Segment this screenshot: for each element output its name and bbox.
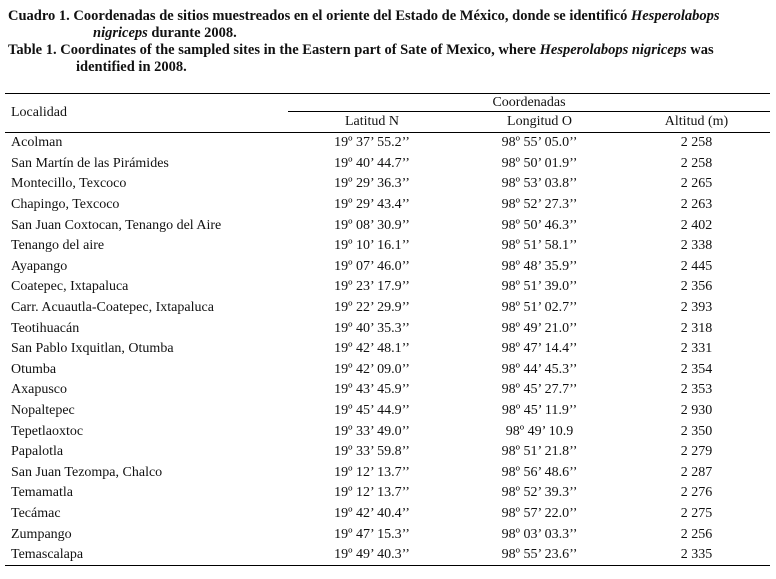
cell-longitud: 98º 55’ 05.0’’ <box>501 135 578 151</box>
cell-longitud: 98º 03’ 03.3’’ <box>501 526 578 542</box>
table-row <box>5 318 770 339</box>
cell-altitud: 2 356 <box>680 279 713 295</box>
cell-localidad: San Pablo Ixquitlan, Otumba <box>11 341 174 357</box>
species-name: nigriceps <box>93 25 148 41</box>
cell-altitud: 2 287 <box>680 464 713 480</box>
caption-english-line-1: Table 1. Coordinates of the sampled sites in the Eastern part of Sate of Mexico, where Hesperolabops nigriceps was <box>8 42 714 58</box>
cell-longitud: 98º 52’ 27.3’’ <box>501 197 578 213</box>
cell-altitud: 2 331 <box>680 341 713 357</box>
cell-longitud: 98º 55’ 23.6’’ <box>501 547 578 563</box>
cell-latitud: 19º 43’ 45.9’’ <box>334 382 410 398</box>
cell-latitud: 19º 42’ 09.0’’ <box>334 361 410 377</box>
cell-altitud: 2 445 <box>680 258 713 274</box>
cell-longitud: 98º 57’ 22.0’’ <box>501 505 578 521</box>
table-row <box>5 236 770 257</box>
cell-latitud: 19º 22’ 29.9’’ <box>334 300 410 316</box>
table-row <box>5 504 770 525</box>
header-altitud: Altitud (m) <box>664 114 729 129</box>
cell-localidad: Montecillo, Texcoco <box>11 176 127 192</box>
cell-latitud: 19º 40’ 35.3’’ <box>334 320 410 336</box>
cell-latitud: 19º 29’ 43.4’’ <box>334 197 410 213</box>
cell-latitud: 19º 23’ 17.9’’ <box>334 279 410 295</box>
cell-longitud: 98º 48’ 35.9’’ <box>501 258 578 274</box>
cell-altitud: 2 338 <box>680 238 713 254</box>
cell-localidad: Tecámac <box>11 505 61 521</box>
species-name: Hesperolabops nigriceps <box>539 42 687 58</box>
cell-altitud: 2 276 <box>680 485 713 501</box>
table-row <box>5 442 770 463</box>
header-latitud: Latitud N <box>344 114 400 129</box>
cell-longitud: 98º 51’ 02.7’’ <box>501 300 578 316</box>
cell-longitud: 98º 44’ 45.3’’ <box>501 361 578 377</box>
cell-longitud: 98º 50’ 01.9’’ <box>501 155 578 171</box>
cell-localidad: Coatepec, Ixtapaluca <box>11 279 129 295</box>
cell-localidad: Nopaltepec <box>11 403 75 419</box>
table-row <box>5 298 770 319</box>
cell-longitud: 98º 50’ 46.3’’ <box>501 217 578 233</box>
cell-localidad: Teotihuacán <box>11 320 80 336</box>
table-row <box>5 401 770 422</box>
cell-latitud: 19º 10’ 16.1’’ <box>334 238 410 254</box>
cell-altitud: 2 335 <box>680 547 713 563</box>
table-row <box>5 524 770 545</box>
cell-longitud: 98º 49’ 10.9 <box>505 423 574 439</box>
cell-longitud: 98º 51’ 39.0’’ <box>501 279 578 295</box>
cell-altitud: 2 279 <box>680 444 713 460</box>
header-longitud: Longitud O <box>507 114 572 129</box>
cell-localidad: Temascalapa <box>11 547 84 563</box>
cell-latitud: 19º 37’ 55.2’’ <box>334 135 410 151</box>
cell-localidad: Acolman <box>11 135 63 151</box>
cell-longitud: 98º 47’ 14.4’’ <box>501 341 578 357</box>
cell-altitud: 2 930 <box>680 403 713 419</box>
cell-altitud: 2 354 <box>680 361 713 377</box>
table-row <box>5 277 770 298</box>
table-header <box>5 94 770 134</box>
cell-localidad: Axapusco <box>11 382 67 398</box>
table-body <box>5 133 770 566</box>
table-row <box>5 380 770 401</box>
coordinates-table <box>5 93 770 566</box>
table-row <box>5 215 770 236</box>
table-row <box>5 257 770 278</box>
cell-altitud: 2 256 <box>680 526 713 542</box>
cell-altitud: 2 263 <box>680 197 713 213</box>
cell-latitud: 19º 29’ 36.3’’ <box>334 176 410 192</box>
cell-latitud: 19º 12’ 13.7’’ <box>334 485 410 501</box>
cell-altitud: 2 353 <box>680 382 713 398</box>
cell-localidad: Tepetlaoxtoc <box>11 423 84 439</box>
cell-localidad: Tenango del aire <box>11 238 105 254</box>
cell-latitud: 19º 42’ 40.4’’ <box>334 505 410 521</box>
cell-longitud: 98º 51’ 58.1’’ <box>501 238 578 254</box>
cell-longitud: 98º 45’ 11.9’’ <box>501 403 578 419</box>
cell-altitud: 2 275 <box>680 505 713 521</box>
cell-longitud: 98º 56’ 48.6’’ <box>501 464 578 480</box>
header-localidad: Localidad <box>11 105 67 120</box>
cell-localidad: Otumba <box>11 361 57 377</box>
table-row <box>5 421 770 442</box>
cell-longitud: 98º 51’ 21.8’’ <box>501 444 578 460</box>
cell-altitud: 2 318 <box>680 320 713 336</box>
cell-longitud: 98º 53’ 03.8’’ <box>501 176 578 192</box>
cell-latitud: 19º 33’ 59.8’’ <box>334 444 410 460</box>
cell-altitud: 2 258 <box>680 155 713 171</box>
caption-spanish-line-2: nigriceps durante 2008. <box>93 25 237 41</box>
cell-latitud: 19º 47’ 15.3’’ <box>334 526 410 542</box>
cell-altitud: 2 265 <box>680 176 713 192</box>
cell-latitud: 19º 33’ 49.0’’ <box>334 423 410 439</box>
caption-english-line-2: identified in 2008. <box>76 59 187 75</box>
cell-longitud: 98º 45’ 27.7’’ <box>501 382 578 398</box>
table-row <box>5 154 770 175</box>
cell-localidad: Chapingo, Texcoco <box>11 197 120 213</box>
cell-localidad: Ayapango <box>11 258 68 274</box>
table-row <box>5 195 770 216</box>
cell-latitud: 19º 12’ 13.7’’ <box>334 464 410 480</box>
cell-longitud: 98º 52’ 39.3’’ <box>501 485 578 501</box>
table-row <box>5 174 770 195</box>
header-coordenadas: Coordenadas <box>288 94 770 112</box>
cell-localidad: Papalotla <box>11 444 64 460</box>
table-row <box>5 463 770 484</box>
species-name: Hesperolabops <box>630 8 720 24</box>
table-caption <box>8 8 770 76</box>
cell-altitud: 2 402 <box>680 217 713 233</box>
cell-altitud: 2 393 <box>680 300 713 316</box>
table-row <box>5 133 770 154</box>
cell-latitud: 19º 42’ 48.1’’ <box>334 341 410 357</box>
cell-latitud: 19º 07’ 46.0’’ <box>334 258 410 274</box>
table-row <box>5 483 770 504</box>
cell-latitud: 19º 08’ 30.9’’ <box>334 217 410 233</box>
cell-localidad: Zumpango <box>11 526 72 542</box>
table-row <box>5 360 770 381</box>
cell-latitud: 19º 49’ 40.3’’ <box>334 547 410 563</box>
cell-localidad: San Juan Coxtocan, Tenango del Aire <box>11 217 222 233</box>
cell-latitud: 19º 45’ 44.9’’ <box>334 403 410 419</box>
cell-localidad: San Juan Tezompa, Chalco <box>11 464 163 480</box>
cell-altitud: 2 258 <box>680 135 713 151</box>
cell-localidad: Carr. Acuautla-Coatepec, Ixtapaluca <box>11 300 214 316</box>
cell-localidad: Temamatla <box>11 485 73 501</box>
cell-latitud: 19º 40’ 44.7’’ <box>334 155 410 171</box>
cell-localidad: San Martín de las Pirámides <box>11 155 169 171</box>
table-row <box>5 545 770 566</box>
table-row <box>5 339 770 360</box>
cell-altitud: 2 350 <box>680 423 713 439</box>
caption-spanish-line-1: Cuadro 1. Coordenadas de sitios muestreados en el oriente del Estado de México, donde se identificó Hesperolabops <box>8 8 720 24</box>
cell-longitud: 98º 49’ 21.0’’ <box>501 320 578 336</box>
